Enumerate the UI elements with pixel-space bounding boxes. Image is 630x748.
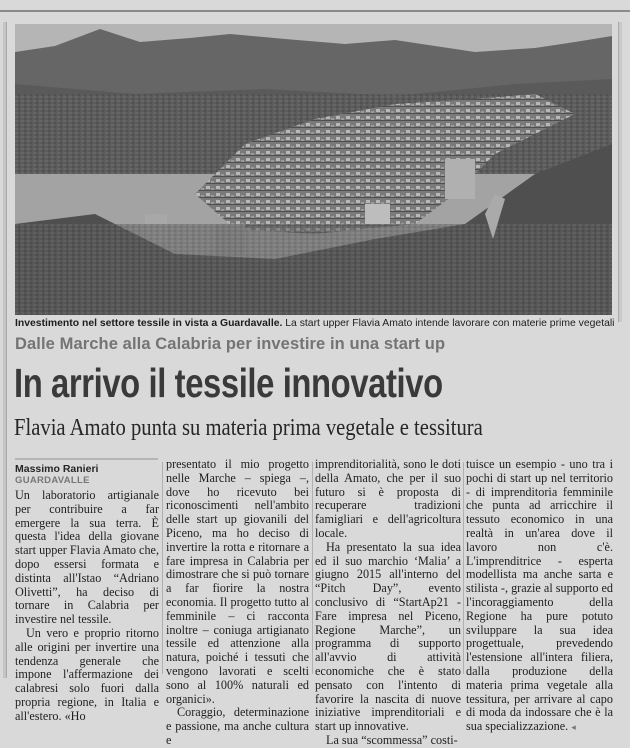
paragraph: Un vero e proprio ritorno alle origini per invertire una tendenza generale che impone l'affermazione dei calabresi solo fuori dalla propria regione, in Italia e all'estero. «Ho bbox=[15, 625, 159, 723]
paragraph: Ha presentato la sua idea ed il suo marchio ‘Malia’ a giugno 2015 all'interno del “Pitch Day”, evento conclusivo di “StartAp21 - Fare impresa nel Piceno, Regione Marche”, un programma di supporto all'avvio di attività economiche che è stato pensato con l'intento di favorire la nascita di nuove iniziative imprenditoriali e start up innovative. bbox=[315, 539, 461, 734]
column-divider bbox=[162, 462, 163, 674]
end-of-article-icon: ◂ bbox=[571, 722, 576, 733]
column-divider bbox=[312, 462, 313, 674]
article-column-1 bbox=[15, 489, 159, 724]
caption-bold: Investimento nel settore tessile in vista a Guardavalle. bbox=[15, 318, 283, 329]
headline: In arrivo il tessile innovativo bbox=[14, 360, 443, 406]
paragraph: La sua “scommessa” costi- bbox=[326, 732, 458, 747]
paragraph: Coraggio, determinazione e passione, ma anche cultura e bbox=[166, 705, 309, 747]
dateline: GUARDAVALLE bbox=[15, 475, 90, 486]
paragraph bbox=[466, 458, 613, 735]
paragraph: presentato il mio progetto nelle Marche – spiega –, dove ho ricevuto bei riconoscimenti nell'ambito delle start up giovanili del Piceno, ma ho deciso di invertire la rotta e ritornare a fare impresa in Calabria per dimostrare che si può tornare a far fiorire la nostra economia. Il progetto tutto al femminile – ci racconta inoltre – coniuga artigianato tessile ed attenzione alla natura, poiché i tessuti che vengono lavorati e scelti sono al 100% naturali ed organici». bbox=[166, 457, 309, 706]
byline-author: Massimo Ranieri bbox=[15, 463, 99, 475]
photo-caption bbox=[15, 317, 625, 330]
page-right-edge bbox=[618, 22, 622, 322]
kicker: Dalle Marche alla Calabria per investire in una start up bbox=[15, 335, 446, 353]
paragraph: imprenditorialità, sono le doti della Amato, che per il suo futuro si è proposta di recuperare tradizioni famigliari e dell'agricoltura locale. bbox=[315, 457, 461, 540]
article-column-2 bbox=[166, 458, 309, 748]
top-rule bbox=[0, 10, 630, 12]
subheadline: Flavia Amato punta su materia prima vegetale e tessitura bbox=[14, 415, 483, 441]
byline-rule bbox=[15, 458, 158, 460]
article-column-3 bbox=[315, 458, 461, 748]
paragraph: Un laboratorio artigianale per contribuire a far emergere la sua terra. È questa l'idea della giovane start upper Flavia Amato che, dopo essersi formata e distinta all'Istao “Adriano Olivetti”, ha deciso di tornare in Calabria per investire nel tessile. bbox=[15, 488, 159, 627]
page-left-edge bbox=[3, 22, 7, 678]
caption-text: La start upper Flavia Amato intende lavorare con materie prime vegetali bbox=[282, 318, 615, 329]
article-column-4 bbox=[466, 458, 613, 735]
paragraph-text: tuisce un esempio - uno tra i pochi di start up nel territorio - di imprenditoria femminile che punta ad arricchire il tessuto economico in una realtà in un'area dove il lavoro non c'è. L'imprenditrice - esperta modellista ma anche sarta e stilista -, grazie al supporto ed l'incoraggiamento della Regione ha pure potuto sviluppare la sua idea progettuale, prevedendo l'estensione all'intera filiera, dalla produzione della materia prima vegetale alla tessitura, per arrivare al capo di moda da indossare che è la sua specializzazione. bbox=[466, 457, 613, 734]
town-landscape-image bbox=[15, 24, 612, 315]
article-photo bbox=[15, 24, 612, 315]
column-divider bbox=[463, 462, 464, 674]
